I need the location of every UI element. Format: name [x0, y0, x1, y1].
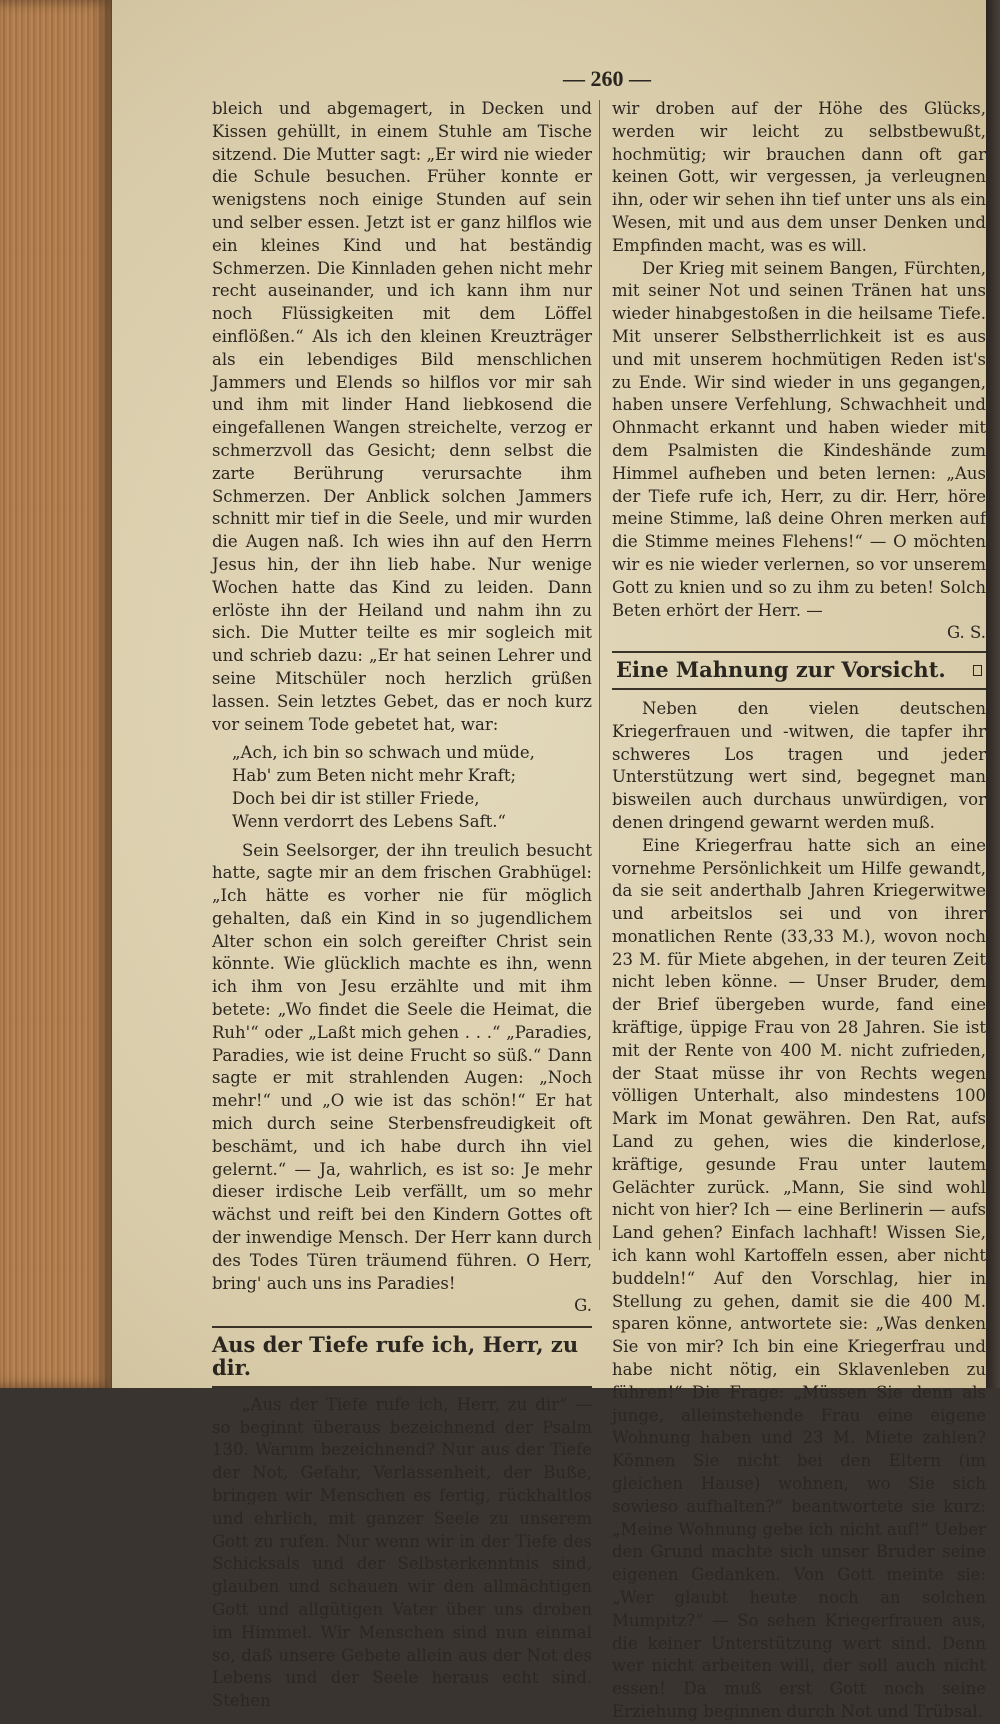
- book-page: [112, 0, 986, 1721]
- author-signature: G. S.: [946, 623, 986, 643]
- author-signature: G.: [574, 1296, 592, 1316]
- poem-line: Doch bei dir ist stiller Friede,: [232, 788, 480, 808]
- left-column: [212, 98, 592, 1713]
- article-paragraph: bleich und abgemagert, in Decken und Kissen gehüllt, in einem Stuhle am Tische sitzend. Die Mutter sagt: „Er wird nie wieder die Schule besuchen. Früher konnte er wenigstens noch einige Stunden auf sein und selber essen. Jetzt ist er ganz hilflos wie ein kleines Kind und hat beständig Schmerzen. Die Kinnladen gehen nicht mehr recht auseinander, und ich kann ihm nur noch Flüssigkeiten mit dem Löffel einflößen.“ Als ich den kleinen Kreuzträger als ein lebendiges Bild menschlichen Jammers und Elends so hilflos vor mir sah und ihm mit linder Hand liebkosend die eingefallenen Wangen streichelte, verzog er schmerzvoll das Gesicht; denn selbst die zarte Berührung verursachte ihm Schmerzen. Der Anblick solchen Jammers schnitt mir tief in die Seele, und mir wurden die Augen naß. Ich wies ihn auf den Herrn Jesus hin, der ihn lieb habe. Nur wenige Wochen hatte das Kind zu leiden. Dann erlöste ihn der Heiland und nahm ihn zu sich. Die Mutter teilte es mir sogleich mit und schrieb dazu: „Er hat seinen Lehrer und seine Mitschüler noch herzlich grüßen lassen. Sein letztes Gebet, das er noch kurz vor seinem Tode gebetet hat, war:: [212, 99, 592, 734]
- right-column: [612, 98, 986, 1724]
- article-paragraph: Der Krieg mit seinem Bangen, Fürchten, mit seiner Not und seinen Tränen hat uns wieder hinabgestoßen in die heilsame Tiefe. Mit unserer Selbstherrlichkeit ist es aus und mit unserem hochmütigen Reden ist's zu Ende. Wir sind wieder in uns gegangen, haben unsere Verfehlung, Schwachheit und Ohnmacht erkannt und haben wieder mit dem Psalmisten die Kindeshände zum Himmel aufheben und beten lernen: „Aus der Tiefe rufe ich, Herr, zu dir. Herr, höre meine Stimme, laß deine Ohren merken auf die Stimme meines Flehens!“ — O möchten wir es nie wieder verlernen, so vor unserem Gott zu knien und so zu ihm zu beten! Solch Beten erhört der Herr. —: [612, 258, 986, 620]
- page-number: — 260 —: [563, 66, 651, 91]
- book-cover-edge: [986, 0, 1000, 1388]
- book-spine-edge: [0, 0, 112, 1388]
- poem: [232, 742, 592, 833]
- article-heading: Eine Mahnung zur Vorsicht.: [616, 657, 946, 683]
- article-paragraph: wir droben auf der Höhe des Glücks, werden wir leicht zu selbstbewußt, hochmütig; wir brauchen dann oft gar keinen Gott, wir vergessen, ja verleugnen ihn, oder wir sehen ihn tief unter uns als ein Wesen, mit und aus dem unser Denken und Empfinden macht, was es will.: [612, 99, 986, 255]
- poem-line: Wenn verdorrt des Lebens Saft.“: [232, 811, 506, 831]
- article-paragraph: Sein Seelsorger, der ihn treulich besucht hatte, sagte mir an dem frischen Grabhügel: „Ich hätte es vorher nie für möglich gehalten, daß ein Kind in so jugendlichem Alter schon ein solch gereifter Christ sein könnte. Wie glücklich machte es ihn, wenn ich ihm von Jesu erzählte und mit ihm betete: „Wo findet die Seele die Heimat, die Ruh'“ oder „Laßt mich gehen . . .“ „Paradies, Paradies, wie ist deine Frucht so süß.“ Dann sagte er mit strahlenden Augen: „Noch mehr!“ und „O wie ist das schön!“ Er hat mich durch seine Sterbensfreudigkeit oft beschämt, und ich habe durch ihn viel gelernt.“ — Ja, wahrlich, es ist so: Je mehr dieser irdische Leib verfällt, um so mehr wächst und reift bei den Kindern Gottes oft der inwendige Mensch. Der Herr kann durch des Todes Türen träumend führen. O Herr, bring' auch uns ins Paradies!: [212, 840, 592, 1293]
- column-divider: [599, 100, 600, 1250]
- article-heading: Aus der Tiefe rufe ich, Herr, zu dir.: [212, 1326, 592, 1388]
- article-paragraph: „Aus der Tiefe rufe ich, Herr, zu dir“ — so beginnt überaus bezeichnend der Psalm 130. Warum bezeichnend? Nur aus der Tiefe der Not, Gefahr, Verlassenheit, der Buße, bringen wir Menschen es fertig, rückhaltlos und ehrlich, mit ganzer Seele zu unserem Gott zu rufen. Nur wenn wir in der Tiefe des Schicksals und der Selbsterkenntnis sind, glauben und schauen wir den allmächtigen Gott und allgütigen Vater über uns droben im Himmel. Wir Menschen sind nun einmal so, daß unsere Gebete allein aus der Not des Lebens und der Seele heraus echt sind. Stehen: [212, 1394, 592, 1711]
- article-heading-box: [612, 651, 986, 690]
- poem-line: Hab' zum Beten nicht mehr Kraft;: [232, 766, 517, 786]
- article-paragraph: Neben den vielen deutschen Kriegerfrauen und -witwen, die tapfer ihr schweres Los tragen und jeder Unterstützung wert sind, begegnet man bisweilen auch durchaus unwürdigen, vor denen dringend gewarnt werden muß.: [612, 698, 986, 832]
- poem-line: „Ach, ich bin so schwach und müde,: [232, 743, 535, 763]
- square-ornament-icon: [973, 665, 982, 676]
- article-paragraph: Eine Kriegerfrau hatte sich an eine vornehme Persönlichkeit um Hilfe gewandt, da sie seit anderthalb Jahren Kriegerwitwe und arbeitslos sei und von ihrer monatlichen Rente (33,33 M.), wovon noch 23 M. für Miete abgehen, in der teuren Zeit nicht leben könne. — Unser Bruder, dem der Brief übergeben wurde, fand eine kräftige, üppige Frau von 28 Jahren. Sie ist mit der Rente von 400 M. nicht zufrieden, der Staat müsse ihr von Rechts wegen völligen Unterhalt, also mindestens 100 Mark im Monat gewähren. Den Rat, aufs Land zu gehen, wies die kinderlose, kräftige, gesunde Frau unter lautem Gelächter zurück. „Mann, Sie sind wohl nicht von hier? Ich — eine Berlinerin — aufs Land gehen? Einfach lachhaft! Wissen Sie, ich kann wohl Kartoffeln essen, aber nicht buddeln!“ Auf den Vorschlag, hier in Stellung zu gehen, damit sie die 400 M. sparen könne, antwortete sie: „Was denken Sie von mir? Ich bin eine Kriegerfrau und habe nicht nötig, ein Sklavenleben zu führen!“ Die Frage: „Müssen Sie denn als junge, alleinstehende Frau eine eigene Wohnung haben und 23 M. Miete zahlen? Können Sie nicht bei den Eltern (im gleichen Hause) wohnen, wo Sie sich sowieso aufhalten?“ beantwortete sie kurz: „Meine Wohnung gebe ich nicht auf!“ Ueber den Grund machte sich unser Bruder seine eigenen Gedanken. Von Gott meinte sie: „Wer glaubt heute noch an solchen Mumpitz?“ — So sehen Kriegerfrauen aus, die keiner Unterstützung wert sind. Denn wer nicht arbeiten will, der soll auch nicht essen! Da muß erst Gott noch seine Erziehung beginnen durch Not und Trübsal.: [612, 835, 986, 1721]
